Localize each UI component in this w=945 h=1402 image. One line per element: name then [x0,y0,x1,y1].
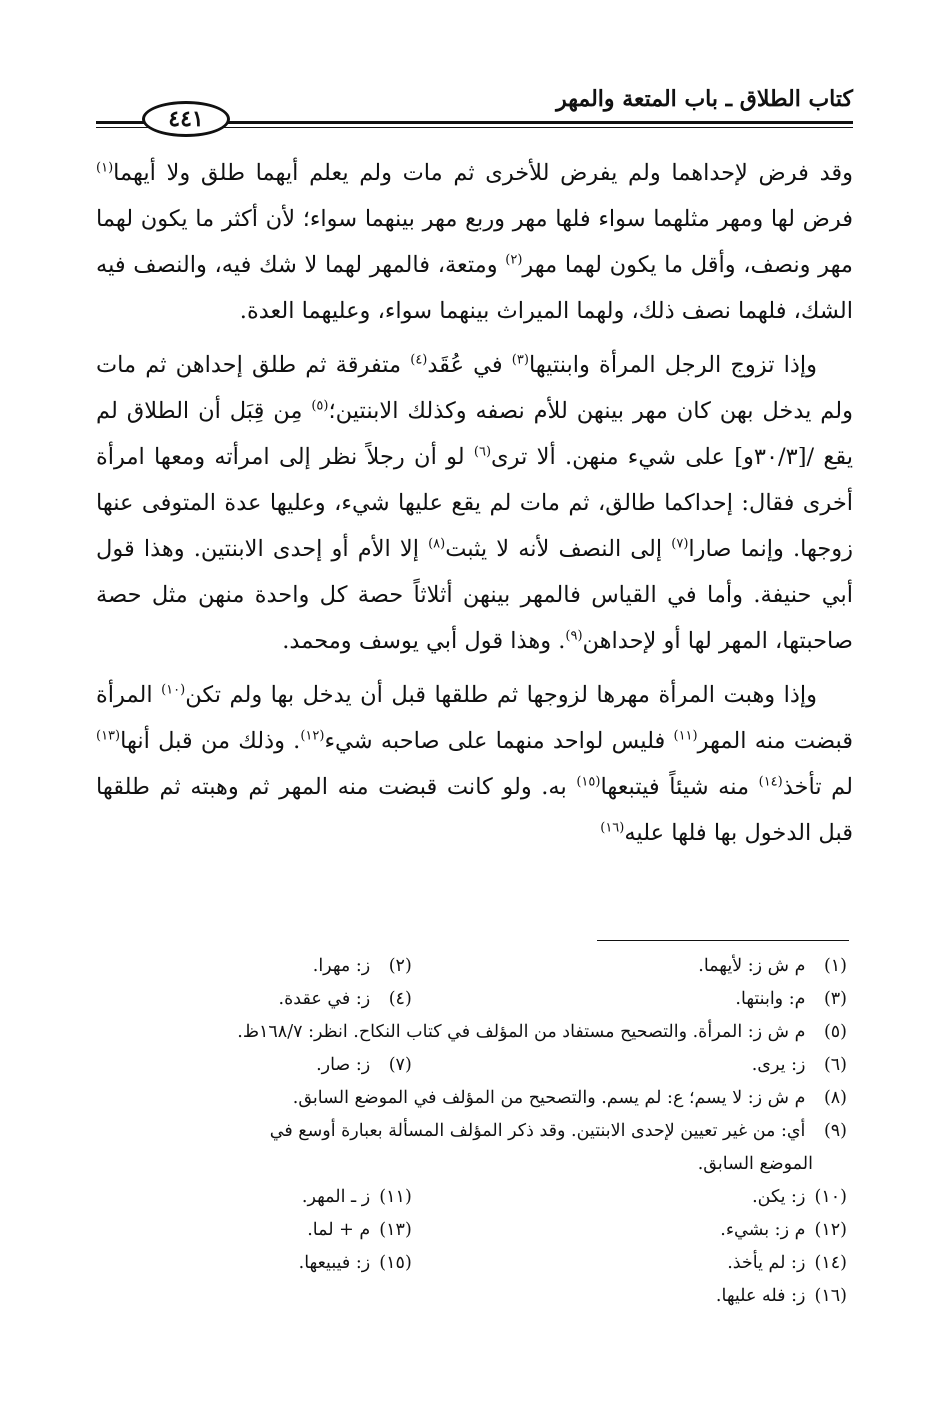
footnote-9-continued: الموضع السابق. [697,1154,813,1174]
footnote-row [96,983,853,1016]
page-number: ٤٤١ [168,106,204,132]
running-title: كتاب الطلاق ـ باب المتعة والمهر [556,86,853,112]
footnote-ref[interactable]: (١٢) [300,728,325,744]
footnote-ref[interactable]: (٨) [428,536,446,552]
text-run: مِن قِبَل أن الطلاق لم يقع /[٣٠/٣و] على شيء منهن. ألا ترى [96,398,853,470]
footnote-text: ز: يكن. [752,1187,806,1207]
footnote-9 [96,1115,853,1148]
text-run: المرأة قبضت منه المهر [96,682,854,754]
footnote-12 [472,1214,853,1247]
footnote-6 [472,1049,853,1082]
footnote-ref[interactable]: (١) [96,160,114,176]
footnotes [96,950,853,1313]
text-run: لم تأخذ [782,774,853,800]
footnote-4 [96,983,472,1016]
footnote-number: (١٠) [814,1187,847,1207]
text-run: فرض لها ومهر مثلهما سواء فلها مهر وربع مهر بينهما سواء؛ لأن أكثر ما يكون لهما مهر ونصف، وأقل ما يكون لهما مهر [96,206,853,278]
footnote-number: (١٣) [379,1220,412,1240]
footnote-number: (٦) [823,1055,847,1075]
main-text [96,150,853,864]
footnote-8 [96,1082,853,1115]
text-run: إلا الأم أو إحدى الابنتين. وهذا قول أبي حنيفة. وأما في القياس فالمهر بينهن أثلاثاً حصة كل واحدة منهن مثل حصة صاحبتها، المهر لها أو لإحداهن [96,536,853,654]
footnote-number: (١٤) [814,1253,847,1273]
footnote-text: ز: فيبيعها. [298,1253,371,1273]
footnote-text: م ش ز: لأيهما. [698,956,806,976]
footnote-number: (١٥) [379,1253,412,1273]
footnote-number: (١٢) [814,1220,847,1240]
text-run: وإذا تزوج الرجل المرأة وابنتيها [528,352,817,378]
footnote-10 [472,1181,853,1214]
footnote-ref[interactable]: (١٦) [600,820,625,836]
footnote-ref[interactable]: (٢) [505,252,523,268]
footnote-row [96,1049,853,1082]
footnote-ref[interactable]: (١٣) [96,728,121,744]
footnote-ref[interactable]: (٤) [410,352,428,368]
footnote-number: (١) [823,956,847,976]
footnote-text: ز: في عقدة. [278,989,371,1009]
footnote-number: (٣) [823,989,847,1009]
footnote-number: (١٦) [814,1286,847,1306]
footnote-14 [472,1247,853,1280]
footnote-11 [96,1181,472,1214]
text-run: إلى النصف لأنه لا يثبت [445,536,672,562]
footnote-row [96,1247,853,1280]
footnote-7 [96,1049,472,1082]
paragraph-1 [96,150,853,334]
text-run: فليس لواحد منهما على صاحبه شيء [324,728,674,754]
footnote-1 [472,950,853,983]
footnote-text: م ش ز: المرأة. والتصحيح مستفاد من المؤلف في كتاب النكاح. انظر: ١٦٨/٧ظ. [237,1022,806,1042]
footnote-text: ز: صار. [316,1055,371,1075]
footnote-number: (٤) [388,989,412,1009]
footnote-text: م + لما. [307,1220,371,1240]
footnote-15 [96,1247,472,1280]
footnote-text: م: وابنتها. [735,989,806,1009]
footnote-ref[interactable]: (٥) [311,398,329,414]
footnote-5 [96,1016,853,1049]
footnote-text: أي: من غير تعيين لإحدى الابنتين. وقد ذكر المؤلف المسألة بعبارة أوسع في [269,1121,806,1141]
footnote-2 [96,950,472,983]
footnote-number: (٥) [823,1022,847,1042]
text-run: ومتعة، فالمهر لهما لا شك فيه، والنصف فيه الشك، فلهما نصف ذلك، ولهما الميراث بينهما سواء، وعليهما العدة. [96,252,853,324]
footnote-text: م ز: بشيء. [720,1220,806,1240]
footnote-text: ز ـ المهر. [301,1187,371,1207]
footnote-ref[interactable]: (١٠) [161,682,186,698]
footnote-number: (٩) [823,1121,847,1141]
footnote-3 [472,983,853,1016]
text-run: لو أن رجلاً نظر إلى امرأته ومعها امرأة أخرى فقال: إحداكما طالق، ثم مات لم يقع عليها شيء، وعليها عدة المتوفى عنها زوجها. وإنما صارا [96,444,853,562]
text-run: وإذا وهبت المرأة مهرها لزوجها ثم طلقها قبل أن يدخل بها ولم تكن [185,682,817,708]
footnote-ref[interactable]: (٩) [565,628,583,644]
footnote-13 [96,1214,472,1247]
text-run: . وهذا قول أبي يوسف ومحمد. [282,628,566,654]
footnote-ref[interactable]: (١٤) [758,774,783,790]
footnote-ref[interactable]: (١٥) [576,774,601,790]
footnote-row [96,950,853,983]
text-run: به. ولو كانت قبضت منه المهر ثم وهبته ثم طلقها قبل الدخول بها فلها عليه [96,774,853,846]
footnote-text: م ش ز: لا يسم؛ ع: لم يسم. والتصحيح من المؤلف في الموضع السابق. [292,1088,806,1108]
text-run: في عُقَد [427,352,512,378]
paragraph-3 [96,672,853,856]
footnote-row [96,1214,853,1247]
footnote-ref[interactable]: (١١) [673,728,698,744]
footnote-ref[interactable]: (٣) [511,352,529,368]
footnote-text: ز: لم يأخذ. [727,1253,806,1273]
paragraph-2 [96,342,853,664]
page-header [96,78,853,138]
footnote-number: (٧) [388,1055,412,1075]
footnote-number: (٨) [823,1088,847,1108]
footnote-ref[interactable]: (٧) [671,536,689,552]
footnote-row [96,1181,853,1214]
footnote-ref[interactable]: (٦) [473,444,492,460]
footnote-separator [597,940,849,941]
text-run: . وذلك من قبل أنها [120,728,301,754]
text-run: وقد فرض لإحداهما ولم يفرض للأخرى ثم مات ولم يعلم أيهما طلق ولا أيهما [113,160,853,186]
text-run: متفرقة ثم طلق إحداهن ثم مات ولم يدخل بهن كان مهر بينهن للأم نصفه وكذلك الابنتين؛ [96,352,853,424]
text-run: منه شيئاً فيتبعها [600,774,759,800]
footnote-number: (١١) [379,1187,412,1207]
footnote-number: (٢) [388,956,412,976]
footnote-16 [96,1280,853,1313]
footnote-text: ز: فله عليها. [715,1286,806,1306]
footnote-text: ز: مهرا. [312,956,371,976]
footnote-text: ز: يرى. [751,1055,806,1075]
page-number-oval [142,101,230,137]
